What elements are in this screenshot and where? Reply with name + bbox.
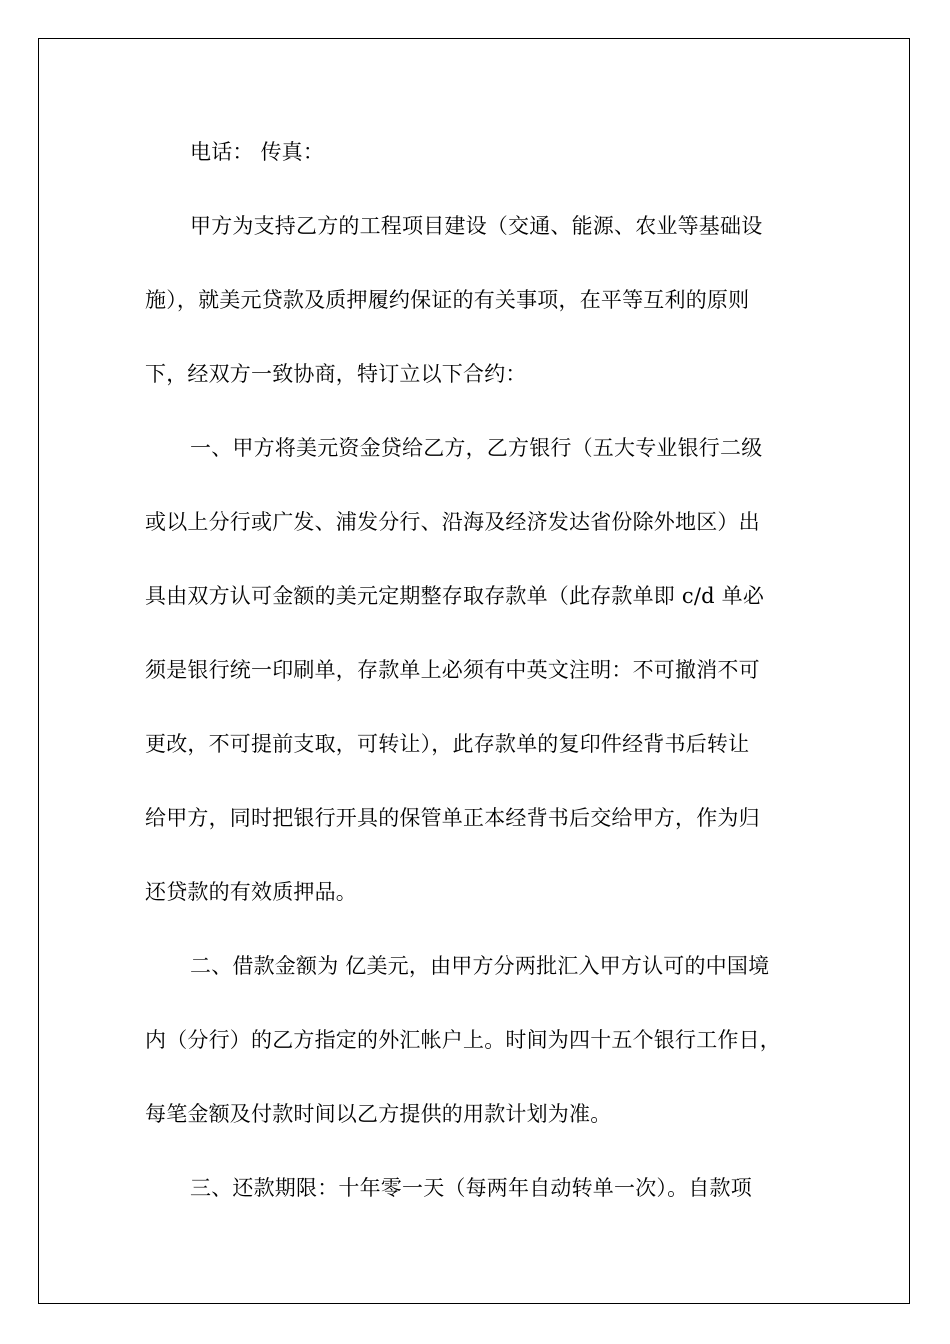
clause-2-line: 内（分行）的乙方指定的外汇帐户上。时间为四十五个银行工作日， <box>145 1028 781 1052</box>
clause-1-line: 或以上分行或广发、浦发分行、沿海及经济发达省份除外地区）出 <box>145 510 760 534</box>
paragraph-line: 下，经双方一致协商，特订立以下合约： <box>145 362 527 386</box>
clause-2-line: 二、借款金额为 亿美元，由甲方分两批汇入甲方认可的中国境 <box>190 954 770 978</box>
clause-1-line: 更改，不可提前支取，可转让），此存款单的复印件经背书后转让 <box>145 732 750 756</box>
paragraph-line: 甲方为支持乙方的工程项目建设（交通、能源、农业等基础设 <box>190 214 763 238</box>
clause-1-line: 给甲方，同时把银行开具的保管单正本经背书后交给甲方，作为归 <box>145 806 760 830</box>
clause-1-line: 具由双方认可金额的美元定期整存取存款单（此存款单即 c/d 单必 <box>145 584 765 608</box>
contact-line: 电话： 传真： <box>190 140 325 164</box>
clause-1-line: 须是银行统一印刷单，存款单上必须有中英文注明：不可撤消不可 <box>145 658 760 682</box>
clause-1-line: 还贷款的有效质押品。 <box>145 880 357 904</box>
clause-1-line: 一、甲方将美元资金贷给乙方，乙方银行（五大专业银行二级 <box>190 436 763 460</box>
clause-2-line: 每笔金额及付款时间以乙方提供的用款计划为准。 <box>145 1102 612 1126</box>
paragraph-line: 施），就美元贷款及质押履约保证的有关事项，在平等互利的原则 <box>145 288 750 312</box>
clause-3-line: 三、还款期限：十年零一天（每两年自动转单一次）。自款项 <box>190 1176 752 1200</box>
